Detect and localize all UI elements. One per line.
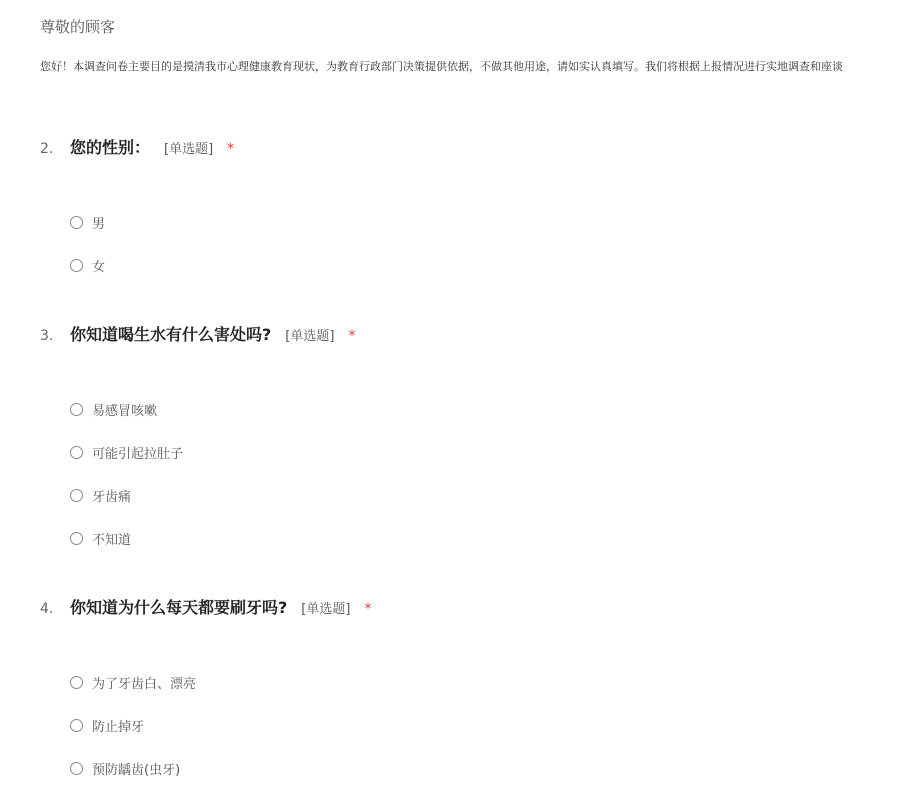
- option-label: 不知道: [92, 533, 132, 548]
- option-label: 预防龋齿(虫牙): [92, 763, 181, 778]
- options-list: [40, 661, 900, 800]
- question-type-badge: [单选题]: [164, 142, 214, 157]
- radio-button[interactable]: [70, 762, 83, 775]
- radio-button[interactable]: [70, 446, 83, 459]
- question-title: [40, 135, 900, 157]
- question-3: [40, 322, 900, 560]
- greeting-heading: 尊敬的顾客: [40, 18, 116, 36]
- option-toothache[interactable]: [70, 474, 900, 517]
- option-label: 男: [92, 217, 106, 232]
- question-text: 您的性别：: [70, 138, 151, 157]
- question-number: 3.: [40, 328, 54, 344]
- question-type-badge: [单选题]: [301, 602, 351, 617]
- question-text: 你知道为什么每天都要刷牙吗?: [70, 598, 288, 617]
- option-label: 牙齿痛: [92, 490, 132, 505]
- option-label: 可能引起拉肚子: [92, 447, 184, 462]
- question-4: [40, 595, 900, 800]
- radio-button[interactable]: [70, 719, 83, 732]
- radio-button[interactable]: [70, 532, 83, 545]
- options-list: [40, 201, 900, 287]
- radio-button[interactable]: [70, 216, 83, 229]
- option-cold-cough[interactable]: [70, 388, 900, 431]
- question-type-badge: [单选题]: [285, 329, 335, 344]
- option-male[interactable]: [70, 201, 900, 244]
- survey-intro-text: 您好！本调查问卷主要目的是摸清我市心理健康教育现状，为教育行政部门决策提供依据，不做其他用途，请如实认真填写。我们将根据上报情况进行实地调查和座谈: [40, 60, 843, 73]
- question-2: [40, 135, 900, 287]
- radio-button[interactable]: [70, 259, 83, 272]
- option-label: 防止掉牙: [92, 720, 145, 735]
- option-label: 女: [92, 260, 106, 275]
- required-marker: *: [348, 328, 356, 344]
- question-title: [40, 322, 900, 344]
- required-marker: *: [364, 601, 372, 617]
- option-prevent-cavities[interactable]: [70, 747, 900, 790]
- radio-button[interactable]: [70, 489, 83, 502]
- option-prevent-tooth-loss[interactable]: [70, 704, 900, 747]
- question-title: [40, 595, 900, 617]
- option-female[interactable]: [70, 244, 900, 287]
- option-white-teeth[interactable]: [70, 661, 900, 704]
- option-cut-off[interactable]: [70, 790, 900, 800]
- radio-button[interactable]: [70, 676, 83, 689]
- option-diarrhea[interactable]: [70, 431, 900, 474]
- question-number: 4.: [40, 601, 54, 617]
- option-dont-know[interactable]: [70, 517, 900, 560]
- option-label: 易感冒咳嗽: [92, 404, 158, 419]
- question-number: 2.: [40, 141, 54, 157]
- options-list: [40, 388, 900, 560]
- question-text: 你知道喝生水有什么害处吗?: [70, 325, 272, 344]
- option-label: 为了牙齿白、漂亮: [92, 677, 197, 692]
- required-marker: *: [227, 141, 235, 157]
- radio-button[interactable]: [70, 403, 83, 416]
